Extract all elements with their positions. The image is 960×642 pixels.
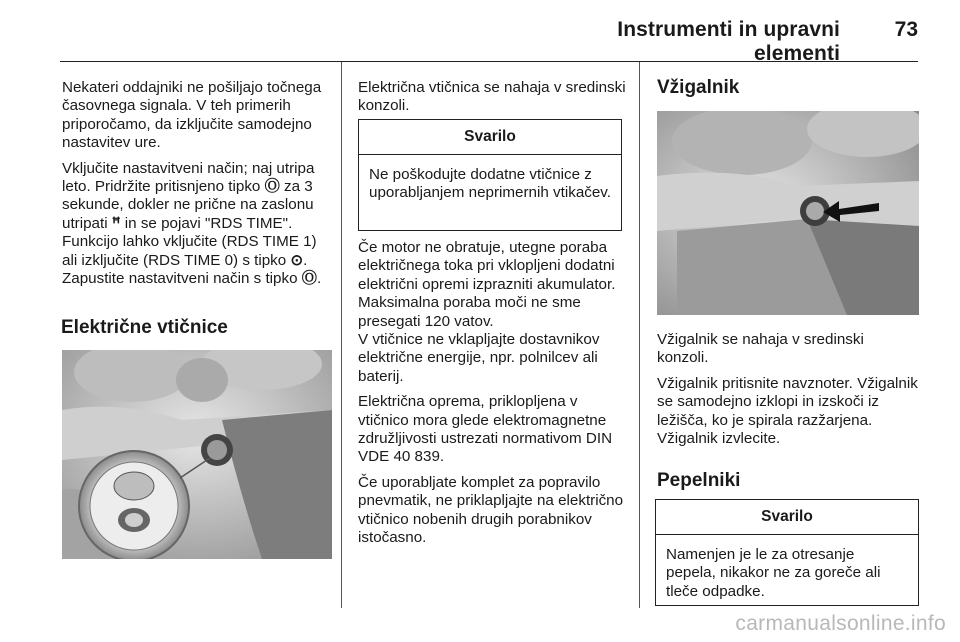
warning-box-outlet: [358, 119, 622, 231]
column-divider-1: [341, 62, 342, 608]
watermark: carmanualsonline.info: [735, 612, 946, 635]
clock-button-icon-2: Ⓞ: [301, 270, 317, 288]
paragraph-lighter-location: Vžigalnik se nahaja v sredinski konzoli.: [657, 331, 864, 367]
warning-box-ashtray: [655, 499, 919, 606]
paragraph-power-consumption: Če motor ne obratuje, utegne poraba električnega toka pri vklopljeni dodatni električni opremi izprazniti akumulator. Maksimalna poraba moči ne sme presegati 120 vatov.: [358, 239, 616, 330]
rds-text-d: . Zapustite nastavitveni način s tipko: [62, 251, 308, 288]
power-outlet-photo: [62, 350, 332, 559]
column-1-text: [62, 79, 334, 295]
rds-text-a: Vključite nastavitveni način; naj utripa leto. Pridržite pritisnjeno tipko: [62, 159, 315, 196]
rds-text-e: .: [316, 270, 322, 288]
paragraph-tire-repair-kit: Če uporabljate komplet za popravilo pnevmatik, ne priklapljajte na električno vtičnico nobenih drugih porabnikov istočasno.: [358, 473, 624, 547]
column-2-text: [358, 239, 628, 555]
cigarette-lighter-photo: [657, 111, 919, 315]
running-header-title: Instrumenti in upravni elementi: [617, 18, 840, 65]
rds-symbol-icon: ꟸ: [111, 214, 121, 232]
paragraph-outlet-location: Električna vtičnica se nahaja v sredinski konzoli.: [358, 79, 626, 115]
paragraph-rds-time: [62, 160, 334, 289]
paragraph-emc-standard: Električna oprema, priklopljena v vtičnico mora glede elektromagnetne združljivosti ustrezati normativom DIN VDE 40 839.: [358, 393, 613, 466]
paragraph-lighter-usage: Vžigalnik pritisnite navznoter. Vžigalnik se samodejno izklopi in izskoči iz ležišča, ko je spirala razžarjena. Vžigalnik izvlecite.: [657, 374, 918, 448]
heading-power-outlets: Električne vtičnice: [61, 317, 228, 338]
heading-cigarette-lighter: Vžigalnik: [657, 77, 740, 98]
rds-text-b: za 3 sekunde, dokler ne prične na zaslonu utripati: [62, 178, 314, 232]
warning-title-ashtray: Svarilo: [656, 500, 918, 535]
menu-button-icon: ⊙: [290, 251, 304, 269]
page-number: 73: [894, 18, 918, 41]
paragraph-no-chargers: V vtičnice ne vklapljajte dostavnikov električne energije, npr. polnilcev ali baterij.: [358, 331, 600, 385]
column-2-intro: [358, 79, 628, 123]
warning-body-ashtray: Namenjen je le za otresanje pepela, nikakor ne za goreče ali tleče odpadke.: [666, 546, 881, 600]
paragraph-time-signal: Nekateri oddajniki ne pošiljajo točnega časovnega signala. V teh primerih priporočamo, da izključite samodejno nastavitev ure.: [62, 79, 322, 152]
warning-body: Ne poškodujte dodatne vtičnice z uporabljanjem neprimernih vtikačev.: [369, 166, 611, 202]
warning-title: Svarilo: [359, 120, 621, 155]
rds-text-c: in se pojavi "RDS TIME". Funkcijo lahko vključite (RDS TIME 1) ali izključite (RDS TIME 0) s tipko: [62, 214, 317, 269]
header-rule: [60, 61, 918, 62]
column-divider-2: [639, 62, 640, 608]
heading-ashtrays: Pepelniki: [657, 470, 741, 491]
clock-button-icon: Ⓞ: [264, 178, 280, 196]
column-3-text: [657, 331, 919, 455]
